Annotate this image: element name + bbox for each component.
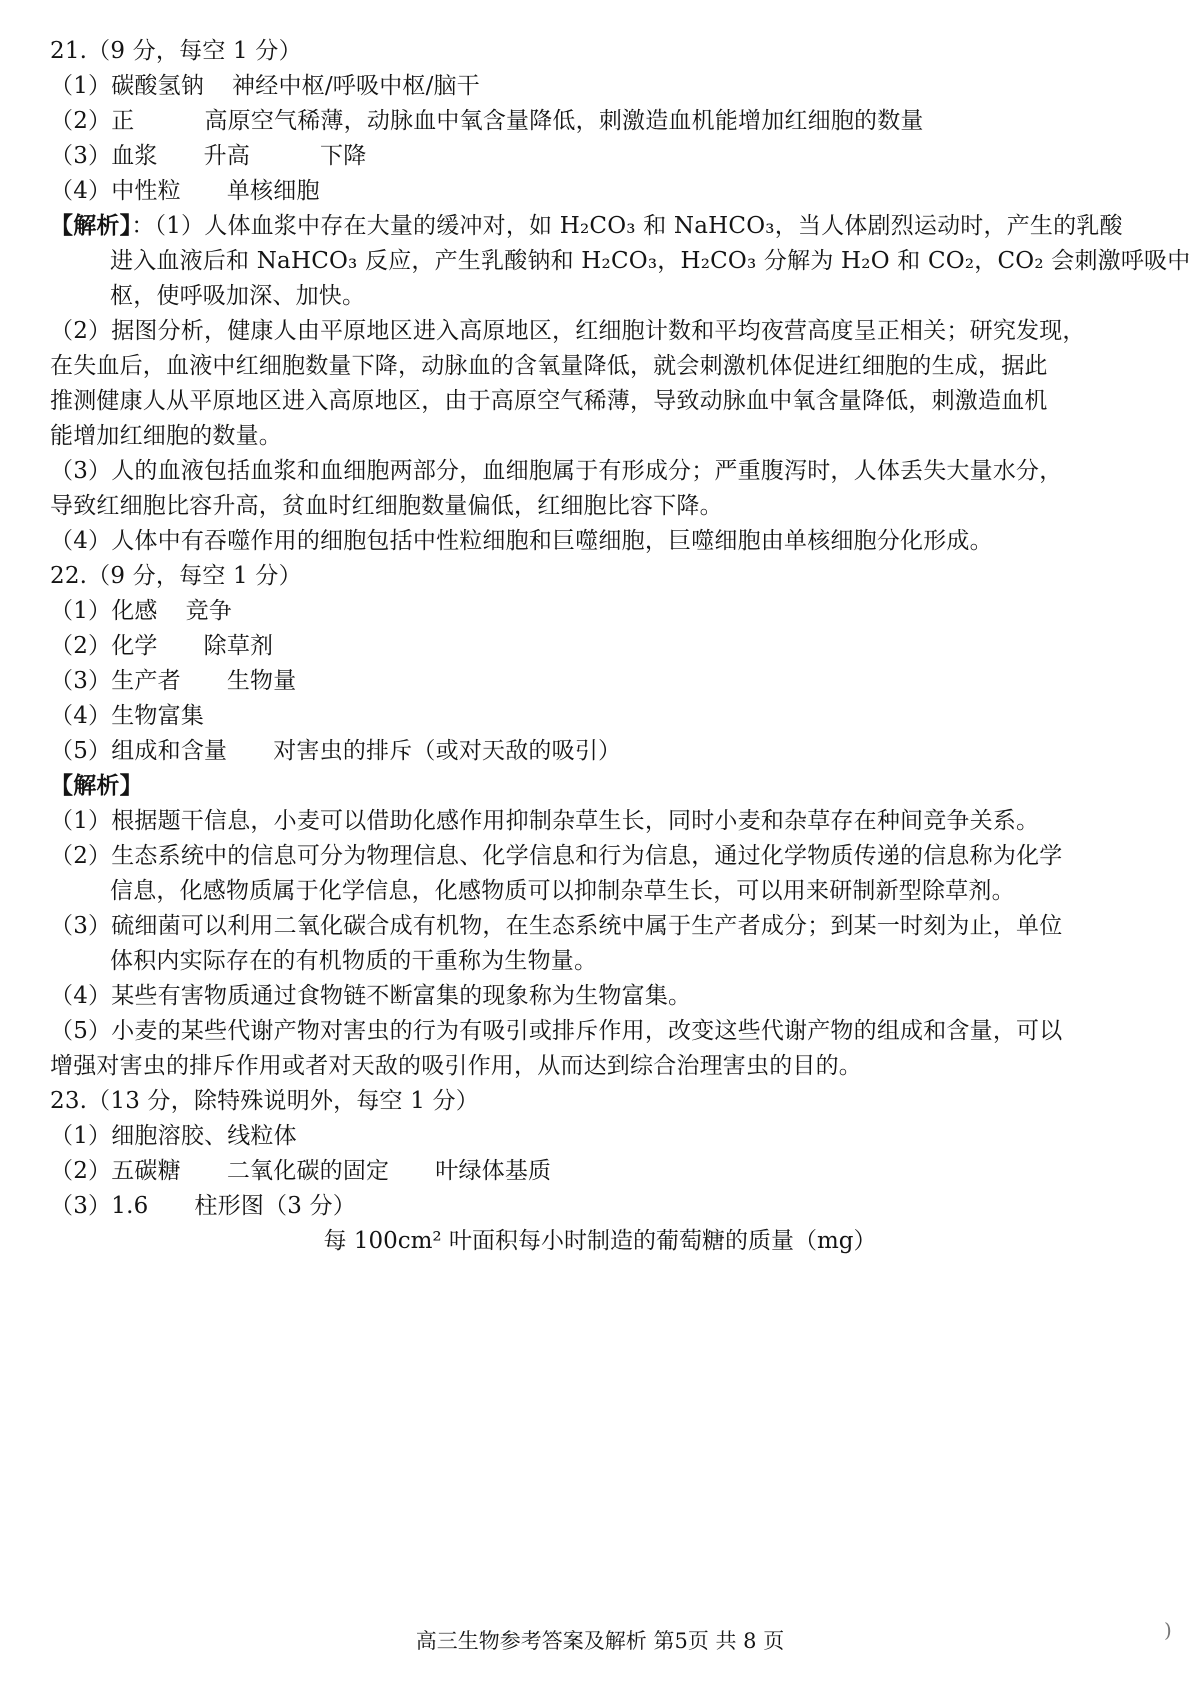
analysis-label: 【解析】	[50, 212, 132, 239]
q22-answer-3: （3）生产者 生物量	[50, 668, 297, 694]
q21-analysis-1-end: 枢，使呼吸加深、加快。	[110, 283, 366, 309]
q22-analysis-5-end: 增强对害虫的排斥作用或者对天敌的吸引作用，从而达到综合治理害虫的目的。	[50, 1053, 862, 1079]
q22-analysis-3: （3）硫细菌可以利用二氧化碳合成有机物，在生态系统中属于生产者成分；到某一时刻为止，单位	[50, 913, 1063, 939]
q23-answer-2: （2）五碳糖 二氧化碳的固定 叶绿体基质	[50, 1158, 552, 1184]
edge-mark: )	[1164, 1618, 1172, 1642]
chart-title: 每 100cm² 叶面积每小时制造的葡萄糖的质量（mg）	[323, 1228, 877, 1254]
q22-analysis-1: （1）根据题干信息，小麦可以借助化感作用抑制杂草生长，同时小麦和杂草存在种间竞争关系。	[50, 808, 1040, 834]
q22-answer-1: （1）化感 竞争	[50, 598, 233, 624]
q21-answer-1: （1）碳酸氢钠 神经中枢/呼吸中枢/脑干	[50, 73, 480, 99]
q22-answer-4: （4）生物富集	[50, 703, 205, 729]
q21-analysis-2-cont: 在失血后，血液中红细胞数量下降，动脉血的含氧量降低，就会刺激机体促进红细胞的生成，据此	[50, 353, 1048, 379]
q22-answer-2: （2）化学 除草剂	[50, 633, 274, 659]
q22-header: 22.（9 分，每空 1 分）	[50, 563, 302, 589]
q22-analysis-4: （4）某些有害物质通过食物链不断富集的现象称为生物富集。	[50, 983, 692, 1009]
q22-analysis-label: 【解析】	[50, 772, 143, 799]
q21-answer-2: （2）正 高原空气稀薄，动脉血中氧含量降低，刺激造血机能增加红细胞的数量	[50, 108, 924, 134]
q21-analysis-2-end: 能增加红细胞的数量。	[50, 423, 282, 449]
q21-analysis-1-cont: 进入血液后和 NaHCO₃ 反应，产生乳酸钠和 H₂CO₃，H₂CO₃ 分解为 H₂O 和 CO₂，CO₂ 会刺激呼吸中	[110, 248, 1191, 274]
page-footer: 高三生物参考答案及解析 第5页 共 8 页	[415, 1629, 785, 1653]
q21-analysis-4: （4）人体中有吞噬作用的细胞包括中性粒细胞和巨噬细胞，巨噬细胞由单核细胞分化形成。	[50, 528, 993, 554]
q21-analysis-1: 【解析】：（1）人体血浆中存在大量的缓冲对，如 H₂CO₃ 和 NaHCO₃，当人体剧烈运动时，产生的乳酸	[50, 212, 1123, 239]
q21-analysis-2-cont2: 推测健康人从平原地区进入高原地区，由于高原空气稀薄，导致动脉血中氧含量降低，刺激造血机	[50, 388, 1048, 414]
q21-analysis-3-end: 导致红细胞比容升高，贫血时红细胞数量偏低，红细胞比容下降。	[50, 493, 723, 519]
q21-answer-4: （4）中性粒 单核细胞	[50, 178, 320, 204]
q21-analysis-3: （3）人的血液包括血浆和血细胞两部分，血细胞属于有形成分；严重腹泻时，人体丢失大量水分，	[50, 458, 1063, 484]
q22-analysis-2-end: 信息，化感物质属于化学信息，化感物质可以抑制杂草生长，可以用来研制新型除草剂。	[110, 878, 1015, 904]
q21-header: 21.（9 分，每空 1 分）	[50, 38, 302, 64]
q21-answer-3: （3）血浆 升高 下降	[50, 143, 367, 169]
q22-answer-5: （5）组成和含量 对害虫的排斥（或对天敌的吸引）	[50, 738, 622, 764]
q23-answer-3: （3）1.6 柱形图（3 分）	[50, 1193, 356, 1219]
q22-analysis-2: （2）生态系统中的信息可分为物理信息、化学信息和行为信息，通过化学物质传递的信息称为化学	[50, 843, 1063, 869]
q21-analysis-2: （2）据图分析，健康人由平原地区进入高原地区，红细胞计数和平均夜营高度呈正相关；研究发现，	[50, 318, 1086, 344]
q23-answer-1: （1）细胞溶胶、线粒体	[50, 1123, 297, 1149]
q22-analysis-3-end: 体积内实际存在的有机物质的干重称为生物量。	[110, 948, 598, 974]
q22-analysis-5: （5）小麦的某些代谢产物对害虫的行为有吸引或排斥作用，改变这些代谢产物的组成和含量，可以	[50, 1018, 1063, 1044]
q23-header: 23.（13 分，除特殊说明外，每空 1 分）	[50, 1088, 480, 1114]
